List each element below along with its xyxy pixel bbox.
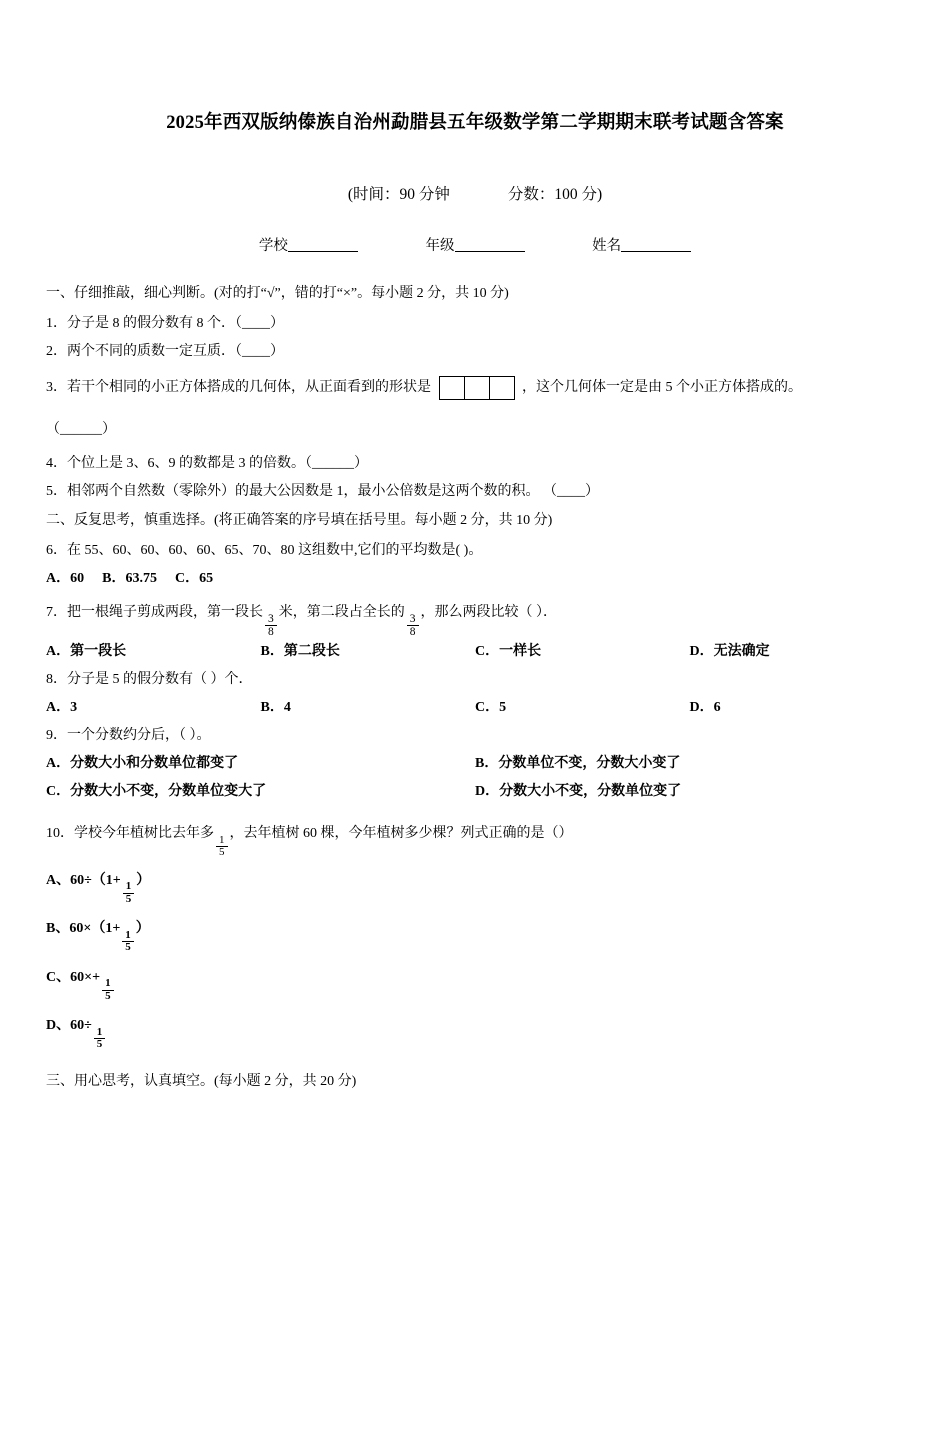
question-7-option-c[interactable]: C．一样长 — [475, 644, 542, 660]
question-9-option-c[interactable]: C．分数大小不变，分数单位变大了 — [46, 784, 267, 800]
question-5-text: 相邻两个自然数（零除外）的最大公因数是 1，最小公倍数是这两个数的积。 （____） — [67, 483, 599, 499]
page-title: 2025年西双版纳傣族自治州勐腊县五年级数学第二学期期末联考试题含答案 — [166, 113, 784, 133]
question-7-option-a[interactable]: A．第一段长 — [46, 644, 127, 660]
question-6-options — [46, 565, 904, 593]
question-8-option-d[interactable]: D．6 — [689, 700, 721, 716]
question-2 — [46, 338, 904, 366]
question-5-number: 5． — [46, 483, 67, 499]
question-10-text-post: ，去年植树 60 棵，今年植树多少棵？列式正确的是（） — [229, 826, 573, 842]
fraction-one-fifth-stem: $\frac{1}{5}$ — [216, 835, 228, 859]
question-5 — [46, 478, 904, 506]
exam-score: 分数：100 分) — [507, 186, 603, 203]
question-6-option-c[interactable]: C．65 — [174, 570, 214, 586]
name-blank[interactable] — [621, 237, 691, 252]
question-6 — [46, 537, 904, 565]
cube-front-view-figure — [439, 376, 515, 400]
question-7-number: 7． — [46, 604, 67, 620]
exam-time: (时间：90 分钟 — [347, 186, 450, 203]
school-blank[interactable] — [288, 237, 358, 252]
question-9-option-d[interactable]: D．分数大小不变，分数单位变了 — [475, 784, 682, 800]
question-3-answer-blank: （______） — [46, 421, 116, 437]
document-page — [0, 108, 950, 1452]
question-1-number: 1． — [46, 315, 67, 331]
question-7-text-pre: 把一根绳子剪成两段，第一段长 — [67, 604, 263, 620]
question-7-options — [46, 638, 904, 666]
fraction-one-fifth-a: $\frac{1}{5}$ — [123, 881, 135, 905]
question-7-text-mid: 米，第二段占全长的 — [278, 604, 405, 620]
question-7 — [46, 593, 904, 638]
question-10-text-pre: 学校今年植树比去年多 — [74, 826, 214, 842]
question-1 — [46, 310, 904, 338]
question-8-option-c[interactable]: C．5 — [475, 700, 507, 716]
grade-blank[interactable] — [455, 237, 525, 252]
question-10 — [46, 816, 904, 859]
question-8-text: 分子是 5 的假分数有（ ）个． — [67, 672, 253, 688]
question-8-options — [46, 694, 904, 722]
student-info-row — [46, 234, 904, 255]
question-9 — [46, 722, 904, 750]
question-10-number: 10． — [46, 826, 74, 842]
question-9-number: 9． — [46, 728, 67, 744]
question-4-number: 4． — [46, 455, 67, 471]
question-6-option-a[interactable]: A．60 — [46, 570, 85, 586]
question-7-text-post: ，那么两段比较（ ）． — [420, 604, 557, 620]
question-4 — [46, 450, 904, 478]
exam-meta — [46, 182, 904, 204]
section-1-heading: 一、仔细推敲，细心判断。(对的打“√”，错的打“×”。每小题 2 分，共 10 分) — [46, 286, 509, 301]
question-7-option-d[interactable]: D．无法确定 — [689, 644, 770, 660]
fraction-one-fifth-c: $\frac{1}{5}$ — [102, 978, 114, 1002]
question-10-option-a[interactable]: A、60÷（1+ $\frac{1}{5}$ ） — [46, 872, 151, 905]
question-8-option-a[interactable]: A．3 — [46, 700, 78, 716]
question-3-number: 3． — [46, 379, 67, 395]
question-2-text: 两个不同的质数一定互质．（____） — [67, 343, 284, 359]
question-7-option-b[interactable]: B．第二段长 — [260, 644, 340, 660]
question-6-number: 6． — [46, 542, 67, 558]
question-8 — [46, 666, 904, 694]
fraction-three-eighths-1: $\frac{3}{8}$ — [265, 613, 277, 638]
question-8-number: 8． — [46, 672, 67, 688]
question-9-options-row-2 — [46, 778, 904, 806]
question-10-option-d[interactable]: D、60÷ $\frac{1}{5}$ — [46, 1010, 904, 1051]
fraction-one-fifth-b: $\frac{1}{5}$ — [122, 930, 134, 954]
question-9-text: 一个分数约分后，（ ）。 — [67, 728, 211, 744]
question-10-option-c[interactable]: C、60×+ $\frac{1}{5}$ — [46, 962, 904, 1003]
field-school: 学校 — [259, 234, 358, 255]
question-3-text-pre: 若干个相同的小正方体搭成的几何体，从正面看到的形状是 — [67, 379, 431, 395]
fraction-one-fifth-d: $\frac{1}{5}$ — [94, 1027, 106, 1051]
question-4-text: 个位上是 3、6、9 的数都是 3 的倍数。（______） — [67, 455, 368, 471]
section-3-heading: 三、用心思考，认真填空。(每小题 2 分，共 20 分) — [46, 1073, 357, 1089]
question-6-option-b[interactable]: B．63.75 — [102, 570, 157, 586]
question-6-text: 在 55、60、60、60、60、65、70、80 这组数中,它们的平均数是( )。 — [67, 542, 483, 558]
question-9-option-a[interactable]: A．分数大小和分数单位都变了 — [46, 756, 239, 772]
section-2-heading: 二、反复思考，慎重选择。(将正确答案的序号填在括号里。每小题 2 分，共 10 分) — [46, 512, 553, 528]
field-grade: 年级 — [426, 234, 525, 255]
question-1-text: 分子是 8 的假分数有 8 个．（____） — [67, 315, 284, 331]
fraction-three-eighths-2: $\frac{3}{8}$ — [407, 613, 419, 638]
question-8-option-b[interactable]: B．4 — [260, 700, 291, 716]
question-9-options-row-1 — [46, 750, 904, 778]
question-10-option-b[interactable]: B、60×（1+ $\frac{1}{5}$ ） — [46, 921, 150, 954]
question-3 — [46, 370, 904, 406]
field-name: 姓名 — [592, 234, 691, 255]
question-9-option-b[interactable]: B．分数单位不变，分数大小变了 — [475, 756, 681, 772]
question-2-number: 2． — [46, 343, 67, 359]
question-3-text-post: ，这个几何体一定是由 5 个小正方体搭成的。 — [522, 379, 802, 395]
